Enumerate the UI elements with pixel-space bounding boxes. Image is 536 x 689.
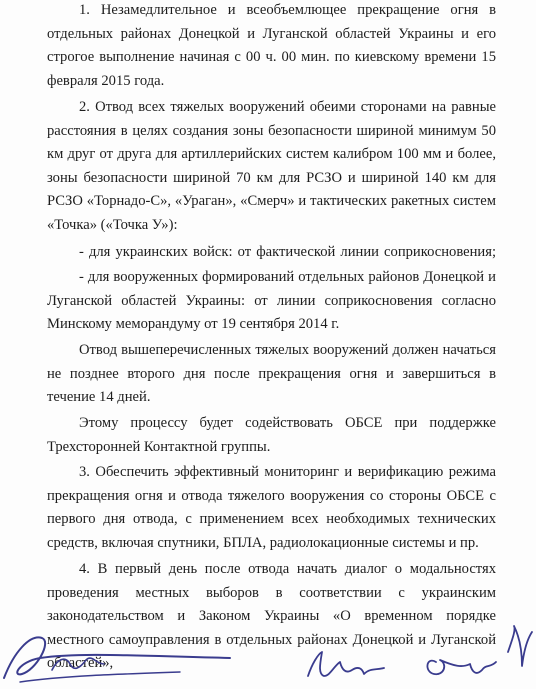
paragraph-osce-support: Этому процессу будет содействовать ОБСЕ при поддержке Трехсторонней Контактной группы. <box>47 415 496 455</box>
paragraph-weapons-withdrawal: 2. Отвод всех тяжелых вооружений обеими сторонами на равные расстояния в целях создания зоны безопасности шириной минимум 50 км друг от друга для артиллерийских систем калибром 100 мм и более, зоны безопасности шириной 70 км для РСЗО и шириной 140 км для РСЗО «Торнадо-С», «Ураган», «Смерч» и тактических ракетных систем «Точка» («Точка У»): <box>47 99 496 233</box>
paragraph-monitoring: 3. Обеспечить эффективный мониторинг и верификацию режима прекращения огня и отвода тяжелого вооружения со стороны ОБСЕ с первого дня отвода, с применением всех необходимых технических средств, включая спутники, БПЛА, радиолокационные системы и пр. <box>47 464 496 551</box>
paragraph-armed-formations: - для вооруженных формирований отдельных районов Донецкой и Луганской областей Украины: от линии соприкосновения согласно Минскому меморандуму от 19 сентября 2014 г. <box>47 269 496 333</box>
paragraph-ceasefire: 1. Незамедлительное и всеобъемлющее прекращение огня в отдельных районах Донецкой и Луганской областей Украины и его строгое выполнение начиная с 00 ч. 00 мин. по киевскому времени 15 февраля 2015 года. <box>47 2 496 89</box>
paragraph-ukrainian-troops: - для украинских войск: от фактической линии соприкосновения; <box>79 244 496 260</box>
paragraph-withdrawal-timeline: Отвод вышеперечисленных тяжелых вооружений должен начаться не позднее второго дня после прекращения огня и завершиться в течение 14 дней. <box>47 342 496 406</box>
paragraph-local-elections: 4. В первый день после отвода начать диалог о модальностях проведения местных выборов в соответствии с украинским законодательством и Законом Украины «О временном порядке местного самоуправления в отдельных районах Донецкой и Луганской областей», <box>47 561 496 672</box>
